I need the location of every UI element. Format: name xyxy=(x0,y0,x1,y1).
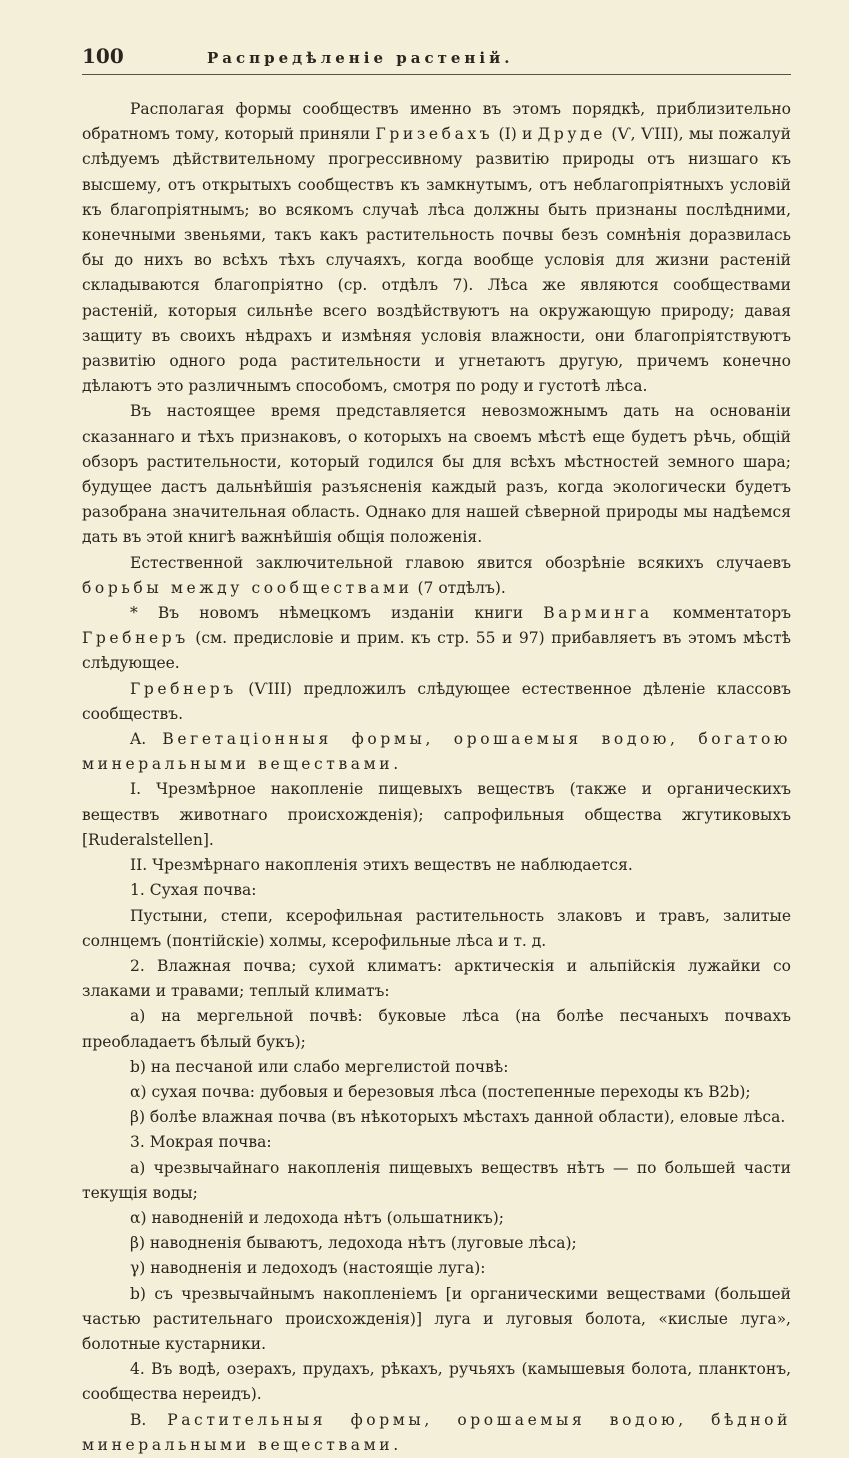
text-run: b) съ чрезвычайнымъ накопленіемъ [и органическими веществами (большей частью растительнаго происхожденія)] луга и луговыя болота, «кислые луга», болотные кустарники. xyxy=(82,1284,791,1353)
text-run: (ѴIII) предложилъ слѣдующее естественное дѣленіе классовъ сообществъ. xyxy=(82,679,791,723)
text-run: (I) и xyxy=(493,125,538,144)
paragraph-p21 xyxy=(82,1282,791,1358)
spaced-emphasis: Друде xyxy=(537,125,607,144)
paragraph-p4 xyxy=(82,601,791,677)
paragraph-p6 xyxy=(82,727,791,777)
text-run: комментаторъ xyxy=(652,604,791,623)
text-run: (см. предисловіе и прим. къ стр. 55 и 97) прибавляетъ въ этомъ мѣстѣ слѣдующее. xyxy=(82,629,791,673)
spaced-emphasis: Гребнеръ xyxy=(130,679,237,698)
paragraph-p12 xyxy=(82,1004,791,1054)
paragraph-p5 xyxy=(82,677,791,727)
text-run: B. xyxy=(130,1410,168,1429)
text-run: 3. Мокрая почва: xyxy=(130,1133,272,1152)
paragraph-p18 xyxy=(82,1206,791,1231)
spaced-emphasis: Варминга xyxy=(543,604,653,623)
text-run: (Ѵ, ѴIII), мы пожалуй слѣдуемъ дѣйствительному прогрессивному развитію природы отъ низшаго къ высшему, отъ открытыхъ сообществъ къ замкнутымъ, отъ неблагопріятныхъ условій къ благопріятнымъ; во всякомъ случаѣ лѣса должны быть признаны послѣдними, конечными звеньями, такъ какъ растительность почвы безъ сомнѣнія доразвилась бы до нихъ во всѣхъ тѣхъ случаяхъ, когда вообще условія для жизни растеній складываются благопріятно (ср. отдѣлъ 7). Лѣса же являются сообществами растеній, которыя сильнѣе всего воздѣйствуютъ на окружающую природу; давая защиту въ своихъ нѣдрахъ и измѣняя условія влажности, они благопріятствуютъ развитію одного рода растительности и угнетаютъ другую, причемъ конечно дѣлаютъ это различнымъ способомъ, смотря по роду и густотѣ лѣса. xyxy=(82,125,791,396)
text-run: II. Чрезмѣрнаго накопленія этихъ веществъ не наблюдается. xyxy=(130,856,633,875)
paragraph-p22 xyxy=(82,1357,791,1407)
text-run: a) на мергельной почвѣ: буковые лѣса (на болѣе песчаныхъ почвахъ преобладаетъ бѣлый букъ); xyxy=(82,1007,791,1051)
running-title: Распредѣленіе растеній. xyxy=(207,49,514,67)
spaced-emphasis: борьбы между сообществами xyxy=(82,578,413,597)
paragraph-p14 xyxy=(82,1080,791,1105)
text-run: (7 отдѣлъ). xyxy=(412,578,506,597)
paragraph-p15 xyxy=(82,1105,791,1130)
paragraph-p11 xyxy=(82,954,791,1004)
text-run: 2. Влажная почва; сухой климатъ: арктическія и альпійскія лужайки со злаками и травами; теплый климатъ: xyxy=(82,956,791,1001)
spaced-emphasis: Гребнеръ xyxy=(82,629,189,648)
text-run: Располагая формы сообществъ именно въ этомъ порядкѣ, приблизительно обратномъ тому, который приняли xyxy=(82,100,791,144)
paragraph-p13 xyxy=(82,1055,791,1080)
page-number: 100 xyxy=(82,44,124,68)
text-run: * Въ новомъ нѣмецкомъ изданіи книги xyxy=(130,604,544,623)
spaced-emphasis: Растительныя формы, орошаемыя водою, бѣдной минеральными веществами. xyxy=(82,1410,792,1454)
text-run: Въ настоящее время представляется невозможнымъ дать на основаніи сказаннаго и тѣхъ признаковъ, о которыхъ на своемъ мѣстѣ еще будетъ рѣчь, общій обзоръ растительности, который годился бы для всѣхъ мѣстностей земного шара; будущее дастъ дальнѣйшія разъясненія каждый разъ, когда экологически будетъ разобрана значительная область. Однако для нашей сѣверной природы мы надѣемся дать въ этой книгѣ важнѣйшія общія положенія. xyxy=(82,402,791,547)
text-run: 1. Сухая почва: xyxy=(130,881,257,900)
text-run: a) чрезвычайнаго накопленія пищевыхъ веществъ нѣтъ — по большей части текущія воды; xyxy=(82,1158,791,1202)
text-run: β) болѣе влажная почва (въ нѣкоторыхъ мѣстахъ данной области), еловые лѣса. xyxy=(130,1108,786,1127)
text-run: Пустыни, степи, ксерофильная растительность злаковъ и травъ, залитые солнцемъ (понтійскіе) холмы, ксерофильные лѣса и т. д. xyxy=(82,906,791,950)
paragraph-p10 xyxy=(82,904,791,954)
spaced-emphasis: Вегетаціонныя формы, орошаемыя водою, богатою минеральными веществами. xyxy=(82,730,791,774)
paragraph-p20 xyxy=(82,1256,791,1281)
paragraph-p19 xyxy=(82,1231,791,1256)
spaced-emphasis: Гризебахъ xyxy=(375,125,494,144)
paragraph-p23 xyxy=(82,1408,791,1458)
paragraph-p8 xyxy=(82,853,791,878)
text-run: Естественной заключительной главою явится обозрѣніе всякихъ случаевъ xyxy=(130,553,791,572)
paragraph-p17 xyxy=(82,1156,791,1206)
paragraph-p16 xyxy=(82,1130,791,1155)
body-text xyxy=(82,97,791,1458)
paragraph-p1 xyxy=(82,97,791,399)
paragraph-p7 xyxy=(82,777,791,853)
page-header xyxy=(82,44,791,75)
text-run: 4. Въ водѣ, озерахъ, прудахъ, рѣкахъ, ручьяхъ (камышевыя болота, планктонъ, сообщества нереидъ). xyxy=(82,1360,791,1404)
paragraph-p2 xyxy=(82,399,791,550)
paragraph-p3 xyxy=(82,551,791,601)
text-run: b) на песчаной или слабо мергелистой почвѣ: xyxy=(130,1057,509,1076)
text-run: γ) наводненія и ледоходъ (настоящіе луга): xyxy=(130,1259,486,1278)
text-run: A. xyxy=(130,730,163,749)
text-run: I. Чрезмѣрное накопленіе пищевыхъ веществъ (также и органическихъ веществъ животнаго происхожденія); сапрофильныя общества жгутиковыхъ [Ruderalstellen]. xyxy=(82,780,791,849)
paragraph-p9 xyxy=(82,878,791,903)
text-run: α) сухая почва: дубовыя и березовыя лѣса (постепенные переходы къ B2b); xyxy=(130,1082,751,1101)
text-run: β) наводненія бываютъ, ледохода нѣтъ (луговые лѣса); xyxy=(130,1234,577,1253)
text-run: α) наводненій и ледохода нѣтъ (ольшатникъ); xyxy=(130,1208,505,1227)
